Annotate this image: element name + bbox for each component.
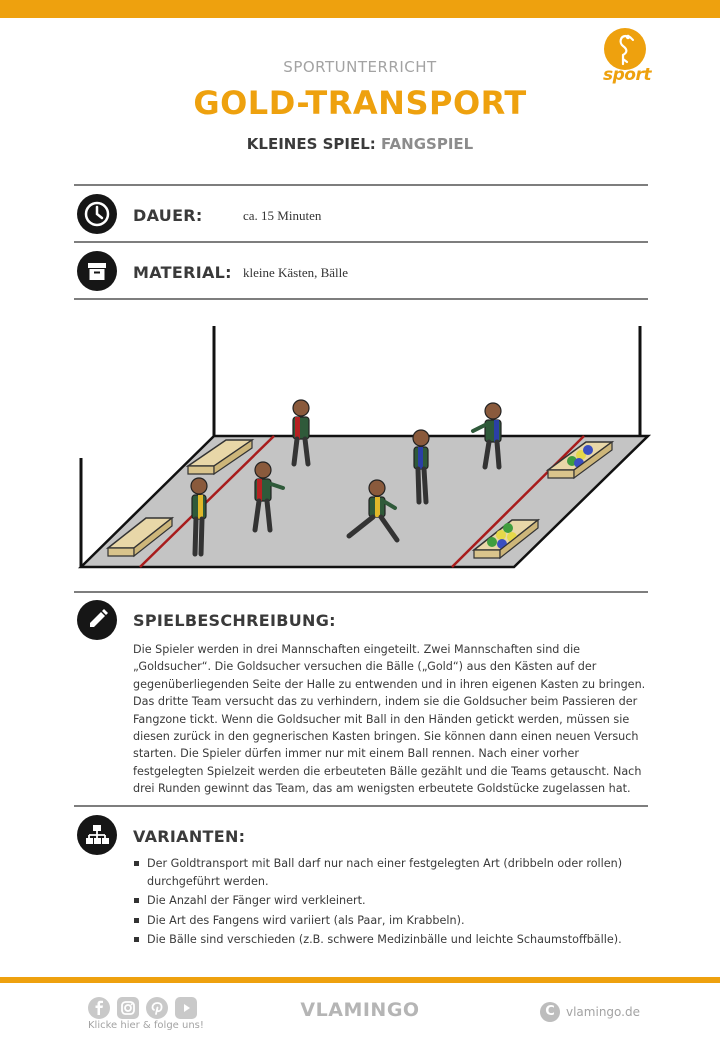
facebook-icon[interactable]: [88, 997, 110, 1019]
website-icon: C: [540, 1002, 560, 1022]
description-text: Die Spieler werden in drei Mannschaften eingeteilt. Zwei Mannschaften sind die „Goldsucher“. Die Goldsucher versuchen die Bälle („Gold“) aus den Kästen auf der gegenüberliegenden Seite der Halle zu entwenden und in ihren eigenen Kasten zu bringen. Das dritte Team versucht das zu verhindern, indem sie die Goldsucher beim Passieren der Fangzone tickt. Wenn die Goldsucher mit Ball in den Händen getickt werden, müssen sie diesen zurück in den gegnerischen Kasten bringen. Sie können dann einen neuen Versuch starten. Die Spieler dürfen immer nur mit einem Ball rennen. Nach einer vorher festgelegten Spielzeit werden die erbeuteten Bälle gezählt und die Teams getauscht. Nach drei Runden gewinnt das Team, das am wenigsten erbeutete Goldstücke zugelassen hat.: [133, 643, 646, 796]
brand-logo: VLAMINGO: [300, 999, 420, 1021]
subject-label: SPORTUNTERRICHT: [283, 58, 437, 76]
list-item: Der Goldtransport mit Ball darf nur nach einer festgelegten Art (dribbeln oder rollen) durchgeführt werden.: [133, 855, 648, 890]
material-label: MATERIAL:: [133, 263, 232, 282]
variants-heading: VARIANTEN:: [133, 827, 246, 846]
subtitle-value: FANGSPIEL: [381, 135, 474, 153]
pencil-icon: [77, 600, 117, 640]
list-item: Die Anzahl der Fänger wird verkleinert.: [133, 892, 648, 910]
duration-value: ca. 15 Minuten: [243, 208, 322, 223]
logo-text: sport: [603, 65, 651, 85]
variants-list: [133, 855, 648, 951]
duration-label: DAUER:: [133, 206, 203, 225]
pinterest-icon[interactable]: [146, 997, 168, 1019]
subtitle-key: KLEINES SPIEL:: [246, 135, 376, 153]
material-value: kleine Kästen, Bälle: [243, 265, 349, 280]
hierarchy-icon: [77, 815, 117, 855]
list-item: Die Art des Fangens wird variiert (als Paar, im Krabbeln).: [133, 912, 648, 930]
website-link[interactable]: vlamingo.de: [566, 1005, 640, 1019]
youtube-icon[interactable]: [175, 997, 197, 1019]
social-label[interactable]: Klicke hier & folge uns!: [88, 1020, 204, 1031]
page-subtitle: [0, 135, 720, 153]
divider: [74, 591, 648, 593]
clock-icon: [77, 194, 117, 234]
top-accent-bar: [0, 0, 720, 18]
page-title: GOLD-TRANSPORT: [193, 84, 527, 122]
divider: [74, 184, 648, 186]
instagram-icon[interactable]: [117, 997, 139, 1019]
box-icon: [77, 251, 117, 291]
description-heading: SPIELBESCHREIBUNG:: [133, 611, 336, 630]
list-item: Die Bälle sind verschieden (z.B. schwere Medizinbälle und leichte Schaumstoffbälle).: [133, 931, 648, 949]
divider: [74, 241, 648, 243]
playing-field-illustration: [74, 318, 654, 573]
bottom-accent-bar: [0, 977, 720, 983]
divider: [74, 805, 648, 807]
divider: [74, 298, 648, 300]
